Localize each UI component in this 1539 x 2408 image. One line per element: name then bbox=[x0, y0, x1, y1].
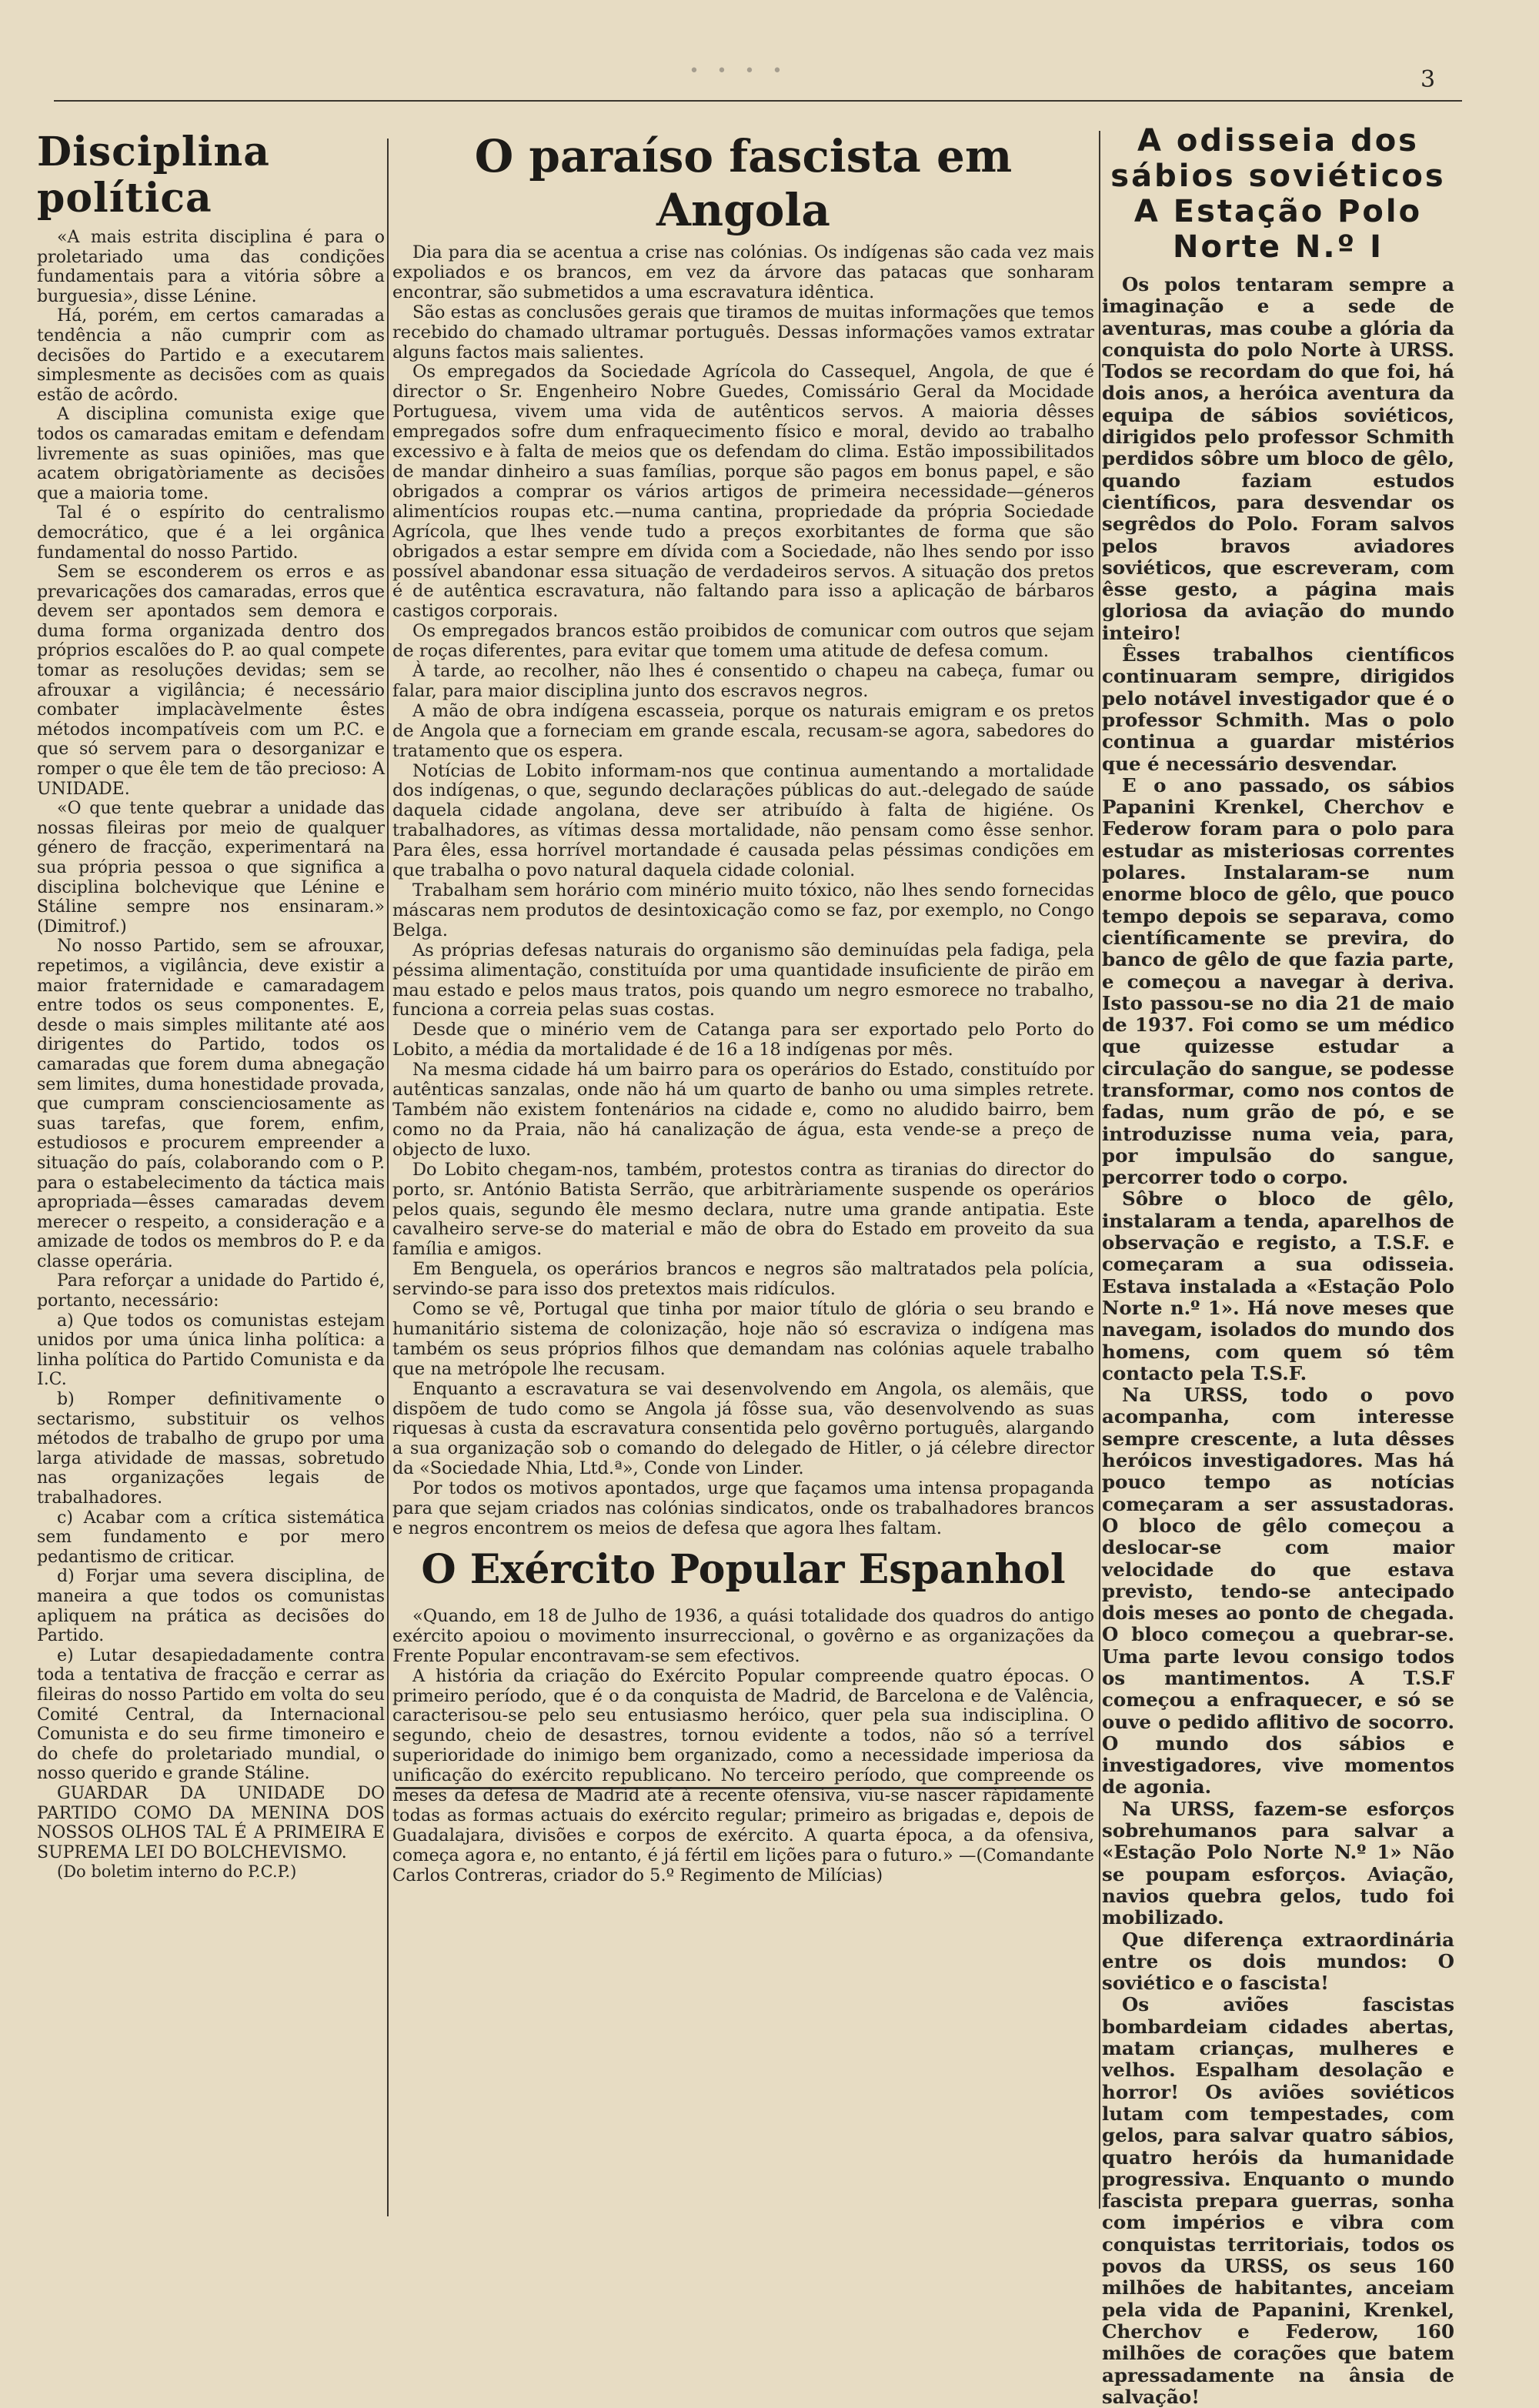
center-column bbox=[392, 129, 1094, 2226]
paragraph: b) Romper definitivamente o sectarismo, substituir os velhos métodos de trabalho de grupo por uma larga atividade de massas, sobretudo nas organizações legais de trabalhadores. bbox=[37, 1390, 385, 1508]
article-odisseia bbox=[1102, 123, 1454, 2408]
paragraph: Os polos tentaram sempre a imaginação e a sede de aventuras, mas coube a glória da conquista do polo Norte à URSS. Todos se recordam do que foi, há dois anos, a heróica aventura da equipa de sábios soviéticos, dirigidos pelo professor Schmith perdidos sôbre um bloco de gêlo, quando faziam estudos científicos, para desvendar os segrêdos do Polo. Foram salvos pelos bravos aviadores soviéticos, que escreveram, com êsse gesto, a página mais gloriosa da aviação do mundo inteiro! bbox=[1102, 273, 1454, 644]
paragraph: Que diferença extraordinária entre os dois mundos: O soviético e o fascista! bbox=[1102, 1928, 1454, 1995]
header-rule bbox=[54, 100, 1462, 102]
article-title-angola: O paraíso fascista em Angola bbox=[474, 130, 1013, 236]
article-title-exercito: O Exército Popular Espanhol bbox=[421, 1545, 1066, 1593]
paragraph: d) Forjar uma severa disciplina, de maneira a que todos os comunistas apliquem na prática as decisões do Partido. bbox=[37, 1567, 385, 1646]
paragraph: «O que tente quebrar a unidade das nossas fileiras por meio de qualquer género de fracção, experimentará na sua própria pessoa o que significa a disciplina bolchevique que Lénine e Stáline sempre nos ensinaram.» (Dimitrof.) bbox=[37, 799, 385, 937]
article-title: A odisseia dos sábios soviéticos A Estação Polo Norte N.º I bbox=[1110, 123, 1446, 265]
paragraph: Tal é o espírito do centralismo democrático, que é a lei orgânica fundamental do nosso Partido. bbox=[37, 503, 385, 563]
paragraph: São estas as conclusões gerais que tiramos de muitas informações que temos recebido do chamado ultramar português. Dessas informações vamos extratar alguns factos mais salientes. bbox=[392, 302, 1094, 362]
paragraph: A mão de obra indígena escasseia, porque os naturais emigram e os pretos de Angola que a forneciam em grande escala, recusam-se agora, sabedores do tratamento que os espera. bbox=[392, 700, 1094, 761]
paragraph: Dia para dia se acentua a crise nas colónias. Os indígenas são cada vez mais expoliados e os brancos, em vez da árvore das patacas que sonharam encontrar, são submetidos a uma escravatura idêntica. bbox=[392, 242, 1094, 302]
paragraph: Desde que o minério vem de Catanga para ser exportado pelo Porto do Lobito, a média da mortalidade é de 16 a 18 indígenas por mês. bbox=[392, 1020, 1094, 1060]
article-title: Disciplina política bbox=[37, 129, 270, 222]
paragraph: Na URSS, todo o povo acompanha, com interesse sempre crescente, a luta dêsses heróicos investigadores. Mas há pouco tempo as notícias começaram a ser assustadoras. O bloco de gêlo começou a deslocar-se com maior velocidade do que estava previsto, tendo-se antecipado dois meses ao ponto de chegada. O bloco começou a quebrar-se. Uma parte levou consigo todos os mantimentos. A T.S.F começou a enfraquecer, e só se ouve o pedido aflitivo de socorro. O mundo dos sábios e investigadores, vive momentos de agonia. bbox=[1102, 1384, 1454, 1798]
paragraph: Trabalham sem horário com minério muito tóxico, não lhes sendo fornecidas máscaras nem produtos de desintoxicação como se faz, por exemplo, no Congo Belga. bbox=[392, 880, 1094, 940]
article-disciplina-politica bbox=[37, 129, 385, 2226]
running-title: • • • • bbox=[689, 62, 789, 81]
paragraph: e) Lutar desapiedadamente contra toda a tentativa de fracção e cerrar as fileiras do nosso Partido em volta do seu Comité Central, da Internacional Comunista e do seu firme timoneiro e do chefe do proletariado mundial, o nosso querido e grande Stáline. bbox=[37, 1645, 385, 1784]
paragraph: Notícias de Lobito informam-nos que continua aumentando a mortalidade dos indígenas, o que, segundo declarações públicas do aut.-delegado de saúde daquela cidade angolana, deve ser atribuído à falta de higiéne. Os trabalhadores, as vítimas dessa mortalidade, não pensam como êsse senhor. Para êles, essa horrível mortandade é causada pelas péssimas condições em que trabalha o povo natural daquela cidade colonial. bbox=[392, 760, 1094, 881]
paragraph: Sôbre o bloco de gêlo, instalaram a tenda, aparelhos de observação e registo, a T.S.F. e começaram a sua odisseia. Estava instalada a «Estação Polo Norte n.º 1». Há nove meses que navegam, isolados do mundo dos homens, com quem só têm contacto pela T.S.F. bbox=[1102, 1187, 1454, 1384]
paragraph: Êsses trabalhos científicos continuaram sempre, dirigidos pelo notável investigador que é o professor Schmith. Mas o polo continua a guardar mistérios que é necessário desvendar. bbox=[1102, 643, 1454, 775]
paragraph: Enquanto a escravatura se vai desenvolvendo em Angola, os alemãis, que dispõem de tudo como se Angola já fôsse sua, vão desenvolvendo as suas riquesas à custa da escravatura consentida pelo govêrno português, alargando a sua organização sob o comando do delegado de Hitler, o já célebre director da «Sociedade Nhia, Ltd.ª», Conde von Linder. bbox=[392, 1378, 1094, 1479]
paragraph: a) Que todos os comunistas estejam unidos por uma única linha política: a linha política do Partido Comunista e da I.C. bbox=[37, 1311, 385, 1390]
column-rule-left bbox=[387, 139, 389, 2216]
paragraph: A história da criação do Exército Popular compreende quatro épocas. O primeiro período, que é o da conquista de Madrid, de Barcelona e de Valência, caracterisou-se pelo seu entusiasmo heróico, quer pela sua indisciplina. O segundo, cheio de desastres, tornou evidente a todos, não só a terrível superioridade do inimigo bem organizado, como a necessidade imperiosa da unificação do exército republicano. No terceiro período, que compreende os meses da defesa de Madrid até à recente ofensiva, viu-se nascer ràpidamente todas as formas actuais do exército regular; primeiro as brigadas e, depois de Guadalajara, divisões e corpos de exército. A quarta época, a da ofensiva, começa agora e, no entanto, é já fértil em lições para o futuro.» —(Comandante Carlos Contreras, criador do 5.º Regimento de Milícias) bbox=[392, 1665, 1094, 1885]
paragraph: Há, porém, em certos camaradas a tendência a não cumprir com as decisões do Partido e a executarem simplesmente as decisões com as quais estão de acôrdo. bbox=[37, 306, 385, 405]
paragraph: Em Benguela, os operários brancos e negros são maltratados pela polícia, servindo-se para isso dos pretextos mais ridículos. bbox=[392, 1259, 1094, 1300]
paragraph: No nosso Partido, sem se afrouxar, repetimos, a vigilância, deve existir a maior fraternidade e camaradagem entre todos os seus componentes. E, desde o mais simples militante até aos dirigentes do Partido, todos os camaradas que forem duma abnegação sem limites, duma honestidade provada, que cumpram conscienciosamente as suas tarefas, que forem, enfim, estudiosos e procurem empreender a situação do país, colaborando com o P. para o estabelecimento da táctica mais apropriada—êsses camaradas devem merecer o respeito, a consideração e a amizade de todos os membros do P. e da classe operária. bbox=[37, 937, 385, 1271]
paragraph: c) Acabar com a crítica sistemática sem fundamento e por mero pedantismo de criticar. bbox=[37, 1508, 385, 1567]
paragraph: Os aviões fascistas bombardeiam cidades abertas, matam crianças, mulheres e velhos. Espalham desolação e horror! Os aviões soviéticos lutam com tempestades, com gelos, para salvar quatro sábios, quatro heróis da humanidade progressiva. Enquanto o mundo fascista prepara guerras, sonha com impérios e vibra com conquistas territoriais, todos os povos da URSS, os seus 160 milhões de habitantes, anceiam pela vida de Papanini, Krenkel, Cherchov e Federow, 160 milhões de corações que batem apressadamente na ânsia de salvação! bbox=[1102, 1993, 1454, 2408]
paragraph: A disciplina comunista exige que todos os camaradas emitam e defendam livremente as suas opiniões, mas que acatem obrigatòriamente as decisões que a maioria tome. bbox=[37, 405, 385, 503]
source-note: (Do boletim interno do P.C.P.) bbox=[57, 1862, 297, 1882]
paragraph: Para reforçar a unidade do Partido é, portanto, necessário: bbox=[37, 1271, 385, 1311]
paragraph: Na URSS, fazem-se esforços sobrehumanos para salvar a «Estação Polo Norte N.º 1» Não se poupam esforços. Aviação, navios quebra gelos, tudo foi mobilizado. bbox=[1102, 1797, 1454, 1929]
paragraph: Na mesma cidade há um bairro para os operários do Estado, constituído por autênticas sanzalas, onde não há um quarto de banho ou uma simples retrete. Também não existem fontenários na cidade e, como no aludido bairro, bem como no da Praia, não há canalização de água, esta vende-se a preço de objecto de luxo. bbox=[392, 1060, 1094, 1160]
page-number: 3 bbox=[1420, 66, 1436, 93]
slogan: GUARDAR DA UNIDADE DO PARTIDO COMO DA MENINA DOS NOSSOS OLHOS TAL É A PRIMEIRA E SUPREMA LEI DO BOLCHEVISMO. bbox=[37, 1783, 385, 1862]
paragraph: Os empregados da Sociedade Agrícola do Cassequel, Angola, de que é director o Sr. Engenheiro Nobre Guedes, Comissário Geral da Mocidade Portuguesa, vivem uma vida de autênticos servos. A maioria dêsses empregados sofre dum enfraquecimento físico e moral, devido ao trabalho excessivo e à falta de meios que os defendam do clima. Estão impossibilitados de mandar dinheiro a suas famílias, porque são pagos em bonus papel, e são obrigados a comprar os vários artigos de primeira necessidade—géneros alimentícios roupas etc.—numa cantina, propriedade da própria Sociedade Agrícola, que lhes vende tudo a preços exorbitantes de forma que são obrigados a estar sempre em dívida com a Sociedade, não lhes sendo por isso possível abandonar essa situação de verdadeiros servos. A situação dos pretos é de autêntica escravatura, não faltando para isso a aplicação de bárbaros castigos corporais. bbox=[392, 362, 1094, 622]
paragraph: As próprias defesas naturais do organismo são deminuídas pela fadiga, pela péssima alimentação, constituída por uma quantidade insuficiente de pirão em mau estado e pelos maus tratos, pois quando um negro esmorece no trabalho, funciona a correia pelas suas costas. bbox=[392, 940, 1094, 1020]
paragraph: Por todos os motivos apontados, urge que façamos uma intensa propaganda para que sejam criados nas colónias sindicatos, onde os trabalhadores brancos e negros encontrem os meios de defesa que agora lhes faltam. bbox=[392, 1478, 1094, 1538]
paragraph: Do Lobito chegam-nos, também, protestos contra as tiranias do director do porto, sr. António Batista Serrão, que arbitràriamente suspende os operários pelos quais, segundo êle mesmo declara, nutre uma grande antipatia. Este cavalheiro serve-se do material e mão de obra do Estado em proveito da sua família e amigos. bbox=[392, 1159, 1094, 1260]
column-rule-right bbox=[1099, 131, 1100, 2209]
paragraph: «A mais estrita disciplina é para o proletariado uma das condições fundamentais para a vitória sôbre a burguesia», disse Lénine. bbox=[37, 228, 385, 306]
paragraph: Os empregados brancos estão proibidos de comunicar com outros que sejam de roças diferentes, para evitar que tomem uma atitude de defesa comum. bbox=[392, 621, 1094, 662]
paragraph: «Quando, em 18 de Julho de 1936, a quási totalidade dos quadros do antigo exército apoiou o movimento insurreccional, o govêrno e as organizações da Frente Popular encontravam-se sem efectivos. bbox=[392, 1605, 1094, 1666]
paragraph: Como se vê, Portugal que tinha por maior título de glória o seu brando e humanitário sistema de colonização, hoje não só escraviza o indígena mas também os seus próprios filhos que demandam nas colónias aquele trabalho que na metrópole lhe recusam. bbox=[392, 1299, 1094, 1379]
paragraph: À tarde, ao recolher, não lhes é consentido o chapeu na cabeça, fumar ou falar, para maior disciplina junto dos escravos negros. bbox=[392, 661, 1094, 701]
paragraph: E o ano passado, os sábios Papanini Krenkel, Cherchov e Federow foram para o polo para estudar as misteriosas correntes polares. Instalaram-se num enorme bloco de gêlo, que pouco tempo depois se separava, como científicamente se previra, do banco de gêlo de que fazia parte, e começou a navegar à deriva. Isto passou-se no dia 21 de maio de 1937. Foi como se um médico que quizesse estudar a circulação do sangue, se podesse transformar, como nos contos de fadas, num grão de pó, e se introduzisse numa veia, para, por impulsão do sangue, percorrer todo o corpo. bbox=[1102, 773, 1454, 1189]
paragraph: Sem se esconderem os erros e as prevaricações dos camaradas, erros que devem ser apontados sem demora e duma forma organizada dentro dos próprios escalões do P. ao qual compete tomar as resoluções devidas; sem se afrouxar a vigilância; é necessário combater implacàvelmente êstes métodos incompatíveis com um P.C. e que só servem para o desorganizar e romper o que êle tem de tão precioso: A UNIDADE. bbox=[37, 563, 385, 799]
